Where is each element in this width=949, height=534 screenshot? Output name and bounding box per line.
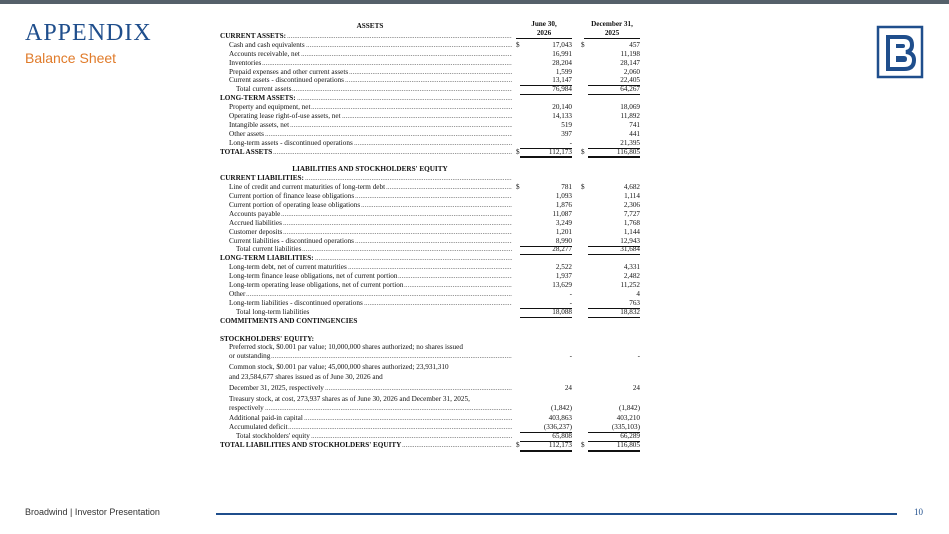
value-december-2025: 116,805 <box>588 441 640 452</box>
dollar-sign: $ <box>516 40 520 49</box>
leader-dots <box>301 50 512 59</box>
table-row <box>220 335 640 344</box>
column-header-december-line2: 2025 <box>584 29 640 39</box>
table-row <box>220 414 640 423</box>
leader-dots <box>349 68 512 77</box>
value-december-2025: 2,482 <box>623 272 640 281</box>
table-row <box>220 384 640 395</box>
leader-dots <box>265 130 512 139</box>
value-june-2026: 112,173 <box>520 441 572 452</box>
table-row <box>220 352 640 363</box>
leader-dots <box>355 237 512 246</box>
row-label: Accumulated deficit <box>229 423 288 432</box>
row-label: Current portion of finance lease obligations <box>229 192 355 201</box>
leader-dots <box>404 281 512 290</box>
table-row <box>220 245 640 254</box>
value-december-2025: 2,060 <box>623 67 640 76</box>
value-december-2025: 4,682 <box>623 183 640 192</box>
leader-dots <box>304 414 512 423</box>
value-december-2025: 28,147 <box>620 58 640 67</box>
value-december-2025: 7,727 <box>623 209 640 218</box>
leader-dots <box>361 201 512 210</box>
table-row <box>220 94 640 103</box>
table-row <box>220 441 640 450</box>
table-row <box>220 103 640 112</box>
value-june-2026: 13,147 <box>520 76 572 86</box>
value-june-2026: 17,043 <box>552 40 572 49</box>
value-june-2026: - <box>520 139 572 149</box>
table-row <box>220 363 640 374</box>
table-row <box>220 395 640 404</box>
leader-dots <box>281 210 512 219</box>
value-december-2025: 403,210 <box>616 414 640 423</box>
value-december-2025: 1,144 <box>623 227 640 236</box>
column-header-december-line1: December 31, <box>591 20 633 28</box>
dollar-sign: $ <box>516 147 520 156</box>
value-december-2025: 64,267 <box>588 85 640 95</box>
value-june-2026: 2,522 <box>555 263 572 272</box>
value-june-2026: 8,990 <box>520 237 572 247</box>
table-row <box>220 50 640 59</box>
page-title: APPENDIX <box>25 20 152 46</box>
table-row <box>220 299 640 308</box>
value-june-2026: 1,093 <box>555 192 572 201</box>
leader-dots <box>402 441 512 450</box>
balance-sheet-table <box>220 13 640 450</box>
row-label: Total current liabilities <box>236 245 302 254</box>
value-december-2025: 4,331 <box>623 263 640 272</box>
value-june-2026: 781 <box>561 183 572 192</box>
top-bar <box>0 0 949 4</box>
table-row <box>220 263 640 272</box>
leader-dots <box>355 192 512 201</box>
row-label: Other <box>229 289 246 298</box>
value-june-2026: 403,863 <box>548 414 572 423</box>
value-december-2025: 21,395 <box>588 139 640 149</box>
table-row <box>220 343 640 352</box>
value-december-2025: 741 <box>629 120 640 129</box>
table-row <box>220 373 640 384</box>
footer-rule <box>216 513 897 515</box>
row-label: Property and equipment, net <box>229 103 311 112</box>
dollar-sign: $ <box>581 440 585 449</box>
column-header-june-line1: June 30, <box>531 20 557 28</box>
value-june-2026: 11,087 <box>552 209 572 218</box>
table-row <box>220 174 640 183</box>
table-row <box>220 237 640 246</box>
value-june-2026: - <box>520 299 572 309</box>
row-label: Other assets <box>229 129 264 138</box>
leader-dots <box>364 299 512 308</box>
leader-dots <box>398 272 512 281</box>
row-label: Total stockholders' equity <box>236 431 310 440</box>
leader-dots <box>306 41 512 50</box>
value-december-2025: 457 <box>629 40 640 49</box>
value-june-2026: 20,140 <box>552 103 572 112</box>
assets-heading-row <box>220 22 640 32</box>
column-header-june-line2: 2026 <box>516 29 572 39</box>
leader-dots <box>271 352 512 361</box>
table-row <box>220 41 640 50</box>
row-label: TOTAL ASSETS <box>220 147 273 156</box>
table-row <box>220 432 640 441</box>
leader-dots <box>265 404 512 413</box>
value-june-2026: (1,842) <box>551 403 572 412</box>
page-subtitle: Balance Sheet <box>25 50 117 66</box>
row-label: or outstanding <box>229 352 271 361</box>
value-june-2026: 1,599 <box>555 67 572 76</box>
row-label: Prepaid expenses and other current assets <box>229 67 349 76</box>
table-row <box>220 148 640 157</box>
value-december-2025: 1,114 <box>624 192 640 201</box>
row-label: Total current assets <box>236 85 292 94</box>
value-december-2025: 24 <box>632 384 640 393</box>
table-row <box>220 210 640 219</box>
leader-dots <box>290 121 512 130</box>
leader-dots <box>288 423 512 432</box>
row-label: Line of credit and current maturities of long-term debt <box>229 183 386 192</box>
table-row <box>220 272 640 281</box>
table-row <box>220 130 640 139</box>
row-label: Inventories <box>229 58 262 67</box>
value-december-2025: 4 <box>636 289 640 298</box>
leader-dots <box>246 290 512 299</box>
value-december-2025: 11,252 <box>620 281 640 290</box>
value-december-2025: 11,198 <box>620 49 640 58</box>
row-label: Operating lease right-of-use assets, net <box>229 112 341 121</box>
value-june-2026: 28,204 <box>552 58 572 67</box>
value-december-2025: (335,103) <box>588 423 640 433</box>
row-label: Long-term operating lease obligations, net of current portion <box>229 281 404 290</box>
value-june-2026: 1,201 <box>555 227 572 236</box>
value-december-2025: 11,892 <box>620 112 640 121</box>
dollar-sign: $ <box>516 440 520 449</box>
table-row <box>220 404 640 415</box>
table-row <box>220 317 640 326</box>
value-december-2025: 1,768 <box>623 218 640 227</box>
value-december-2025: 441 <box>629 129 640 138</box>
value-december-2025: 66,289 <box>588 432 640 442</box>
row-label: Intangible assets, net <box>229 120 290 129</box>
table-row <box>220 139 640 148</box>
row-label: Total long-term liabilities <box>236 307 310 316</box>
row-label: Current liabilities - discontinued operations <box>229 236 354 245</box>
leader-dots <box>311 103 512 112</box>
value-june-2026: 3,249 <box>555 218 572 227</box>
value-june-2026: 112,173 <box>520 148 572 159</box>
leader-dots <box>283 219 512 228</box>
section-heading: LIABILITIES AND STOCKHOLDERS' EQUITY <box>292 165 448 174</box>
value-june-2026: 1,937 <box>555 272 572 281</box>
row-label: Current assets - discontinued operations <box>229 76 344 85</box>
value-december-2025: 31,684 <box>588 245 640 255</box>
value-december-2025: 18,069 <box>620 103 640 112</box>
table-row <box>220 112 640 121</box>
leader-dots <box>342 112 512 121</box>
table-row <box>220 76 640 85</box>
table-row <box>220 121 640 130</box>
dollar-sign: $ <box>581 40 585 49</box>
row-label: Accounts payable <box>229 209 281 218</box>
row-label: LONG-TERM ASSETS: <box>220 94 296 103</box>
leader-dots <box>287 32 512 41</box>
page-number: 10 <box>914 507 923 517</box>
value-december-2025: 12,943 <box>588 237 640 247</box>
row-label: Cash and cash equivalents <box>229 40 305 49</box>
assets-heading: ASSETS <box>356 22 384 30</box>
value-june-2026: (336,237) <box>520 423 572 433</box>
leader-dots <box>283 228 512 237</box>
value-june-2026: - <box>569 352 572 361</box>
value-december-2025: - <box>637 352 640 361</box>
row-label: Long-term liabilities - discontinued operations <box>229 298 363 307</box>
leader-dots <box>345 76 512 85</box>
row-label: Current portion of operating lease obligations <box>229 201 361 210</box>
row-label: Accounts receivable, net <box>229 49 300 58</box>
leader-dots <box>262 59 512 68</box>
table-row <box>220 68 640 77</box>
table-row <box>220 156 640 165</box>
dollar-sign: $ <box>581 147 585 156</box>
row-label: Accrued liabilities <box>229 218 282 227</box>
table-row <box>220 228 640 237</box>
row-label: Additional paid-in capital <box>229 414 303 423</box>
value-june-2026: 397 <box>561 129 572 138</box>
value-june-2026: - <box>569 289 572 298</box>
row-label: COMMITMENTS AND CONTINGENCIES <box>220 316 358 325</box>
row-label: Long-term finance lease obligations, net of current portion <box>229 272 398 281</box>
value-december-2025: 116,805 <box>588 148 640 159</box>
table-row <box>220 201 640 210</box>
dollar-sign: $ <box>516 183 520 192</box>
value-june-2026: 28,277 <box>520 245 572 255</box>
value-june-2026: 13,629 <box>552 281 572 290</box>
value-june-2026: 18,088 <box>520 308 572 318</box>
row-label: Common stock, $0.001 par value; 45,000,000 shares authorized; 23,931,310 <box>229 362 449 371</box>
leader-dots <box>273 148 512 157</box>
table-row <box>220 326 640 335</box>
value-december-2025: 763 <box>588 299 640 309</box>
row-label: Treasury stock, at cost, 273,937 shares as of June 30, 2026 and December 31, 2025, <box>229 394 470 403</box>
value-december-2025: 18,832 <box>588 308 640 318</box>
value-december-2025: 2,306 <box>623 201 640 210</box>
value-june-2026: 519 <box>561 120 572 129</box>
table-row <box>220 59 640 68</box>
table-row <box>220 192 640 201</box>
row-label: CURRENT LIABILITIES: <box>220 174 304 183</box>
leader-dots <box>302 245 512 254</box>
table-row <box>220 290 640 299</box>
value-june-2026: 14,133 <box>552 112 572 121</box>
row-label: TOTAL LIABILITIES AND STOCKHOLDERS' EQUITY <box>220 440 402 449</box>
row-label: LONG-TERM LIABILITIES: <box>220 254 314 263</box>
leader-dots <box>315 254 512 263</box>
value-december-2025: 22,405 <box>588 76 640 86</box>
table-row <box>220 183 640 192</box>
row-label: CURRENT ASSETS: <box>220 32 286 40</box>
leader-dots <box>325 384 512 393</box>
value-june-2026: 16,991 <box>552 49 572 58</box>
value-june-2026: 24 <box>564 384 572 393</box>
table-row <box>220 423 640 432</box>
leader-dots <box>297 94 512 103</box>
dollar-sign: $ <box>581 183 585 192</box>
leader-dots <box>311 432 512 441</box>
table-row <box>220 219 640 228</box>
leader-dots <box>305 174 512 183</box>
row-label: December 31, 2025, respectively <box>229 384 324 393</box>
row-label: Customer deposits <box>229 227 283 236</box>
value-june-2026: 76,984 <box>520 85 572 95</box>
table-row <box>220 32 640 41</box>
row-label: Long-term assets - discontinued operations <box>229 138 353 147</box>
value-december-2025: (1,842) <box>619 403 640 412</box>
leader-dots <box>386 183 512 192</box>
table-row <box>220 165 640 174</box>
table-row <box>220 308 640 317</box>
value-june-2026: 1,876 <box>555 201 572 210</box>
broadwind-logo-icon <box>876 25 924 79</box>
leader-dots <box>292 85 512 94</box>
row-label: Preferred stock, $0.001 par value; 10,000,000 shares authorized; no shares issued <box>229 343 463 352</box>
value-june-2026: 65,808 <box>520 432 572 442</box>
table-row <box>220 281 640 290</box>
leader-dots <box>348 263 512 272</box>
row-label: STOCKHOLDERS' EQUITY: <box>220 334 315 343</box>
leader-dots <box>354 139 512 148</box>
row-label: Long-term debt, net of current maturities <box>229 263 347 272</box>
table-row <box>220 85 640 94</box>
row-label: respectively <box>229 403 264 412</box>
footer-label: Broadwind | Investor Presentation <box>25 507 160 517</box>
table-row <box>220 254 640 263</box>
row-label: and 23,584,677 shares issued as of June 30, 2026 and <box>229 373 383 382</box>
